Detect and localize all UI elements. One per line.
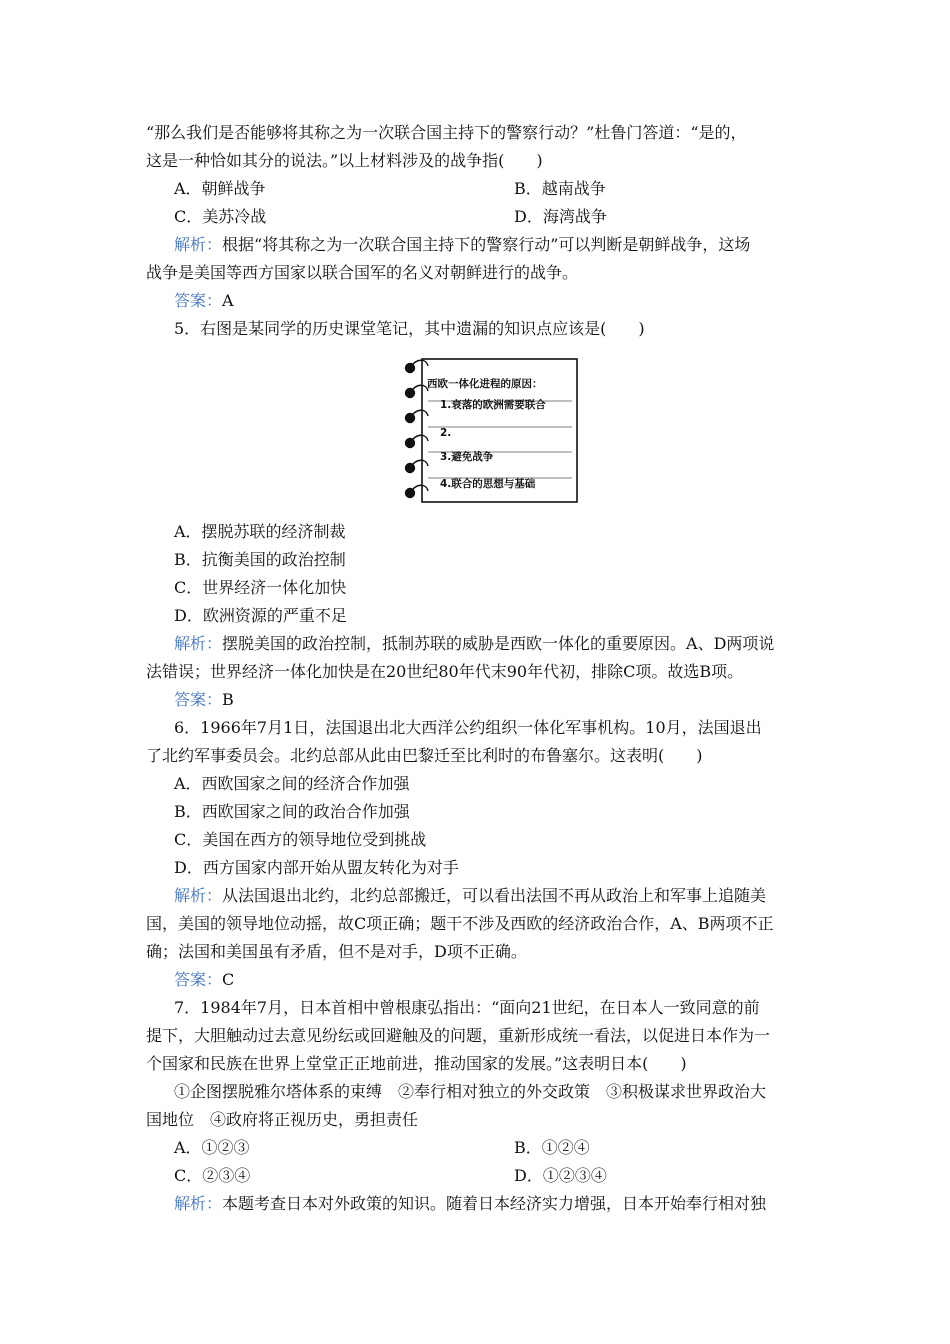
q7-option-d: D．①②③④ (514, 1166, 607, 1185)
q7-stem-line-2: 提下，大胆触动过去意见纷纭或回避触及的问题，重新形成统一看法，以促进日本作为一 (146, 1026, 771, 1045)
q5-explanation-label: 解析： (174, 634, 223, 653)
q4-explanation-label: 解析： (174, 235, 223, 254)
q5-answer-label: 答案： (174, 690, 223, 709)
q6-option-b: B．西欧国家之间的政治合作加强 (174, 802, 410, 821)
q4-answer (174, 291, 234, 311)
q4-stem-line-1: “那么我们是否能够将其称之为一次联合国主持下的警察行动？”杜鲁门答道：“是的， (146, 123, 747, 142)
q4-explanation-text: 根据“将其称之为一次联合国主持下的警察行动”可以判断是朝鲜战争，这场 (222, 235, 751, 254)
q5-explanation-line-2: 法错误；世界经济一体化加快是在20世纪80年代末90年代初，排除C项。故选B项。 (146, 662, 744, 681)
notebook-title: 西欧一体化进程的原因： (427, 378, 543, 390)
q7-explanation-text: 本题考查日本对外政策的知识。随着日本经济实力增强，日本开始奉行相对独 (222, 1194, 767, 1213)
q6-answer (174, 970, 234, 990)
q4-option-b: B．越南战争 (514, 179, 606, 198)
q5-answer (174, 690, 234, 710)
notebook-item-4: 4.联合的思想与基础 (440, 478, 536, 490)
q6-explanation-label: 解析： (174, 886, 223, 905)
q5-option-a: A．摆脱苏联的经济制裁 (174, 522, 346, 541)
q5-explanation-text: 摆脱美国的政治控制，抵制苏联的威胁是西欧一体化的重要原因。A、D两项说 (222, 634, 775, 653)
q7-stem-line-1: 7．1984年7月，日本首相中曾根康弘指出：“面向21世纪，在日本人一致同意的前 (174, 998, 760, 1017)
q6-explanation-text: 从法国退出北约，北约总部搬迁，可以看出法国不再从政治上和军事上追随美 (222, 886, 767, 905)
q4-option-d: D．海湾战争 (514, 207, 607, 226)
q7-explanation-line-1 (174, 1194, 766, 1214)
q4-option-a: A．朝鲜战争 (174, 179, 266, 198)
q4-answer-label: 答案： (174, 291, 223, 310)
q5-option-c: C．世界经济一体化加快 (174, 578, 347, 597)
q7-items-line-2: 国地位 ④政府将正视历史，勇担责任 (146, 1110, 419, 1129)
q7-items-line-1: ①企图摆脱雅尔塔体系的束缚 ②奉行相对独立的外交政策 ③积极谋求世界政治大 (174, 1082, 767, 1101)
q5-stem: 5．右图是某同学的历史课堂笔记，其中遗漏的知识点应该是( ) (174, 319, 645, 338)
q7-option-c: C．②③④ (174, 1166, 251, 1185)
notebook-item-3: 3.避免战争 (440, 451, 494, 463)
q6-explanation-line-1 (174, 886, 766, 906)
q4-option-c: C．美苏冷战 (174, 207, 267, 226)
q6-explanation-line-3: 确；法国和美国虽有矛盾，但不是对手，D项不正确。 (146, 942, 527, 961)
q6-option-d: D．西方国家内部开始从盟友转化为对手 (174, 858, 459, 877)
notebook-item-1: 1.衰落的欧洲需要联合 (440, 399, 546, 411)
q6-option-c: C．美国在西方的领导地位受到挑战 (174, 830, 427, 849)
q6-stem-line-2: 了北约军事委员会。北约总部从此由巴黎迁至比利时的布鲁塞尔。这表明( ) (146, 746, 703, 765)
q6-answer-value: C (222, 970, 235, 989)
q6-stem-line-1: 6．1966年7月1日，法国退出北大西洋公约组织一体化军事机构。10月，法国退出 (174, 718, 762, 737)
q4-stem-line-2: 这是一种恰如其分的说法。”以上材料涉及的战争指( ) (146, 151, 543, 170)
q7-stem-line-3: 个国家和民族在世界上堂堂正正地前进，推动国家的发展。”这表明日本( ) (146, 1054, 687, 1073)
q4-explanation-line-1 (174, 235, 750, 255)
q7-explanation-label: 解析： (174, 1194, 223, 1213)
q6-option-a: A．西欧国家之间的经济合作加强 (174, 774, 410, 793)
notebook-item-2: 2. (440, 427, 452, 439)
q6-answer-label: 答案： (174, 970, 223, 989)
q7-option-a: A．①②③ (174, 1138, 250, 1157)
q5-explanation-line-1 (174, 634, 774, 654)
q7-option-b: B．①②④ (514, 1138, 590, 1157)
q5-option-d: D．欧洲资源的严重不足 (174, 606, 347, 625)
notebook-figure (402, 356, 580, 506)
q5-answer-value: B (222, 690, 234, 709)
q5-option-b: B．抗衡美国的政治控制 (174, 550, 346, 569)
q6-explanation-line-2: 国，美国的领导地位动摇，故C项正确；题干不涉及西欧的经济政治合作，A、B两项不正 (146, 914, 774, 933)
q4-explanation-line-2: 战争是美国等西方国家以联合国军的名义对朝鲜进行的战争。 (146, 263, 579, 282)
q4-answer-value: A (222, 291, 234, 310)
